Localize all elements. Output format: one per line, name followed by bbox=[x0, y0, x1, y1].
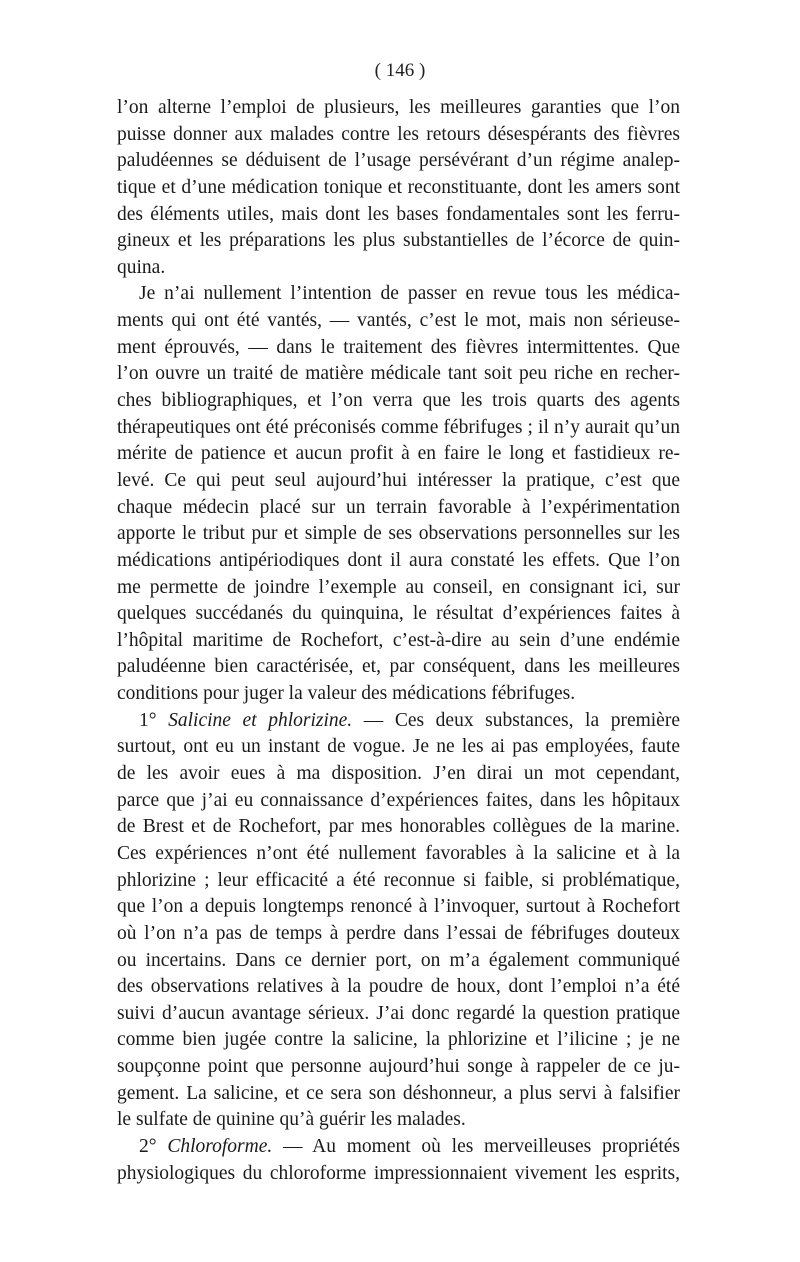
text-line: l’on ouvre un traité de matière médicale tant soit peu riche en recher- bbox=[117, 363, 680, 385]
section-heading: Salicine et phlorizine. bbox=[168, 709, 353, 731]
text-line: me permette de joindre l’exemple au conseil, en consignant ici, sur bbox=[117, 576, 680, 598]
text-line: conditions pour juger la valeur des médications fébrifuges. bbox=[117, 683, 576, 705]
text-line: soupçonne point que personne aujourd’hui songe à rappeler de ce ju- bbox=[117, 1056, 680, 1078]
line-text: — Au moment où les merveilleuses propriétés bbox=[272, 1135, 680, 1157]
text-line: mérite de patience et aucun profit à en faire le long et fastidieux re- bbox=[117, 443, 680, 465]
text-line: parce que j’ai eu connaissance d’expériences faites, dans les hôpitaux bbox=[117, 789, 680, 811]
text-line: ment éprouvés, — dans le traitement des fièvres intermittentes. Que bbox=[117, 336, 680, 358]
text-line: levé. Ce qui peut seul aujourd’hui intéresser la pratique, c’est que bbox=[117, 469, 680, 491]
text-line: paludéenne bien caractérisée, et, par conséquent, dans les meilleures bbox=[117, 656, 680, 678]
text-line: Ces expériences n’ont été nullement favorables à la salicine et à la bbox=[117, 842, 680, 864]
text-line: thérapeutiques ont été préconisés comme fébrifuges ; il n’y aurait qu’un bbox=[117, 416, 680, 438]
text-line: l’on alterne l’emploi de plusieurs, les meilleures garanties que l’on bbox=[117, 97, 680, 118]
text-line: le sulfate de quinine qu’à guérir les malades. bbox=[117, 1109, 466, 1131]
page-number: ( 146 ) bbox=[374, 60, 426, 81]
text-line bbox=[117, 708, 680, 735]
text-line: que l’on a depuis longtemps renoncé à l’invoquer, surtout à Rochefort bbox=[117, 896, 680, 918]
text-line: des observations relatives à la poudre de houx, dont l’emploi n’a été bbox=[117, 976, 680, 998]
text-line: de Brest et de Rochefort, par mes honorables collègues de la marine. bbox=[117, 816, 680, 838]
text-line bbox=[117, 1134, 680, 1161]
text-line: surtout, ont eu un instant de vogue. Je ne les ai pas employées, faute bbox=[117, 736, 680, 758]
text-line: gement. La salicine, et ce sera son déshonneur, a plus servi à falsifier bbox=[117, 1082, 680, 1104]
text-line: ments qui ont été vantés, — vantés, c’est le mot, mais non sérieuse- bbox=[117, 310, 680, 332]
text-line: ou incertains. Dans ce dernier port, on m’a également communiqué bbox=[117, 949, 680, 971]
text-line: apporte le tribut pur et simple de ses observations personnelles sur les bbox=[117, 523, 680, 545]
text-line: phlorizine ; leur efficacité a été reconnue si faible, si problématique, bbox=[117, 869, 680, 891]
text-line: quina. bbox=[117, 256, 166, 278]
text-line: paludéennes se déduisent de l’usage persévérant d’un régime analep- bbox=[117, 150, 680, 172]
text-line: chaque médecin placé sur un terrain favorable à l’expérimentation bbox=[117, 496, 680, 518]
text-line: puisse donner aux malades contre les retours désespérants des fièvres bbox=[117, 123, 680, 145]
text-line: gineux et les préparations les plus substantielles de l’écorce de quin- bbox=[117, 230, 680, 252]
text-line: quelques succédanés du quinquina, le résultat d’expériences faites à bbox=[117, 603, 680, 625]
text-line: physiologiques du chloroforme impressionnaient vivement les esprits, bbox=[117, 1162, 680, 1184]
text-line: comme bien jugée contre la salicine, la phlorizine et l’ilicine ; je ne bbox=[117, 1029, 680, 1051]
section-number: 2° bbox=[139, 1135, 168, 1157]
text-line: où l’on n’a pas de temps à perdre dans l’essai de fébrifuges douteux bbox=[117, 922, 680, 944]
text-line: de les avoir eues à ma disposition. J’en dirai un mot cependant, bbox=[117, 763, 680, 785]
text-line: médications antipériodiques dont il aura constaté les effets. Que l’on bbox=[117, 549, 680, 571]
body-text bbox=[117, 95, 680, 1187]
text-line: suivi d’aucun avantage sérieux. J’ai donc regardé la question pratique bbox=[117, 1002, 680, 1024]
text-line: Je n’ai nullement l’intention de passer en revue tous les médica- bbox=[139, 283, 680, 305]
text-line: des éléments utiles, mais dont les bases fondamentales sont les ferru- bbox=[117, 203, 680, 225]
text-line: l’hôpital maritime de Rochefort, c’est-à-dire au sein d’une endémie bbox=[117, 629, 680, 651]
line-text: — Ces deux substances, la première bbox=[352, 709, 680, 731]
text-line: tique et d’une médication tonique et reconstituante, dont les amers sont bbox=[117, 176, 680, 198]
section-heading: Chloroforme. bbox=[167, 1135, 273, 1157]
section-number: 1° bbox=[139, 709, 169, 731]
text-line: ches bibliographiques, et l’on verra que les trois quarts des agents bbox=[117, 390, 680, 412]
